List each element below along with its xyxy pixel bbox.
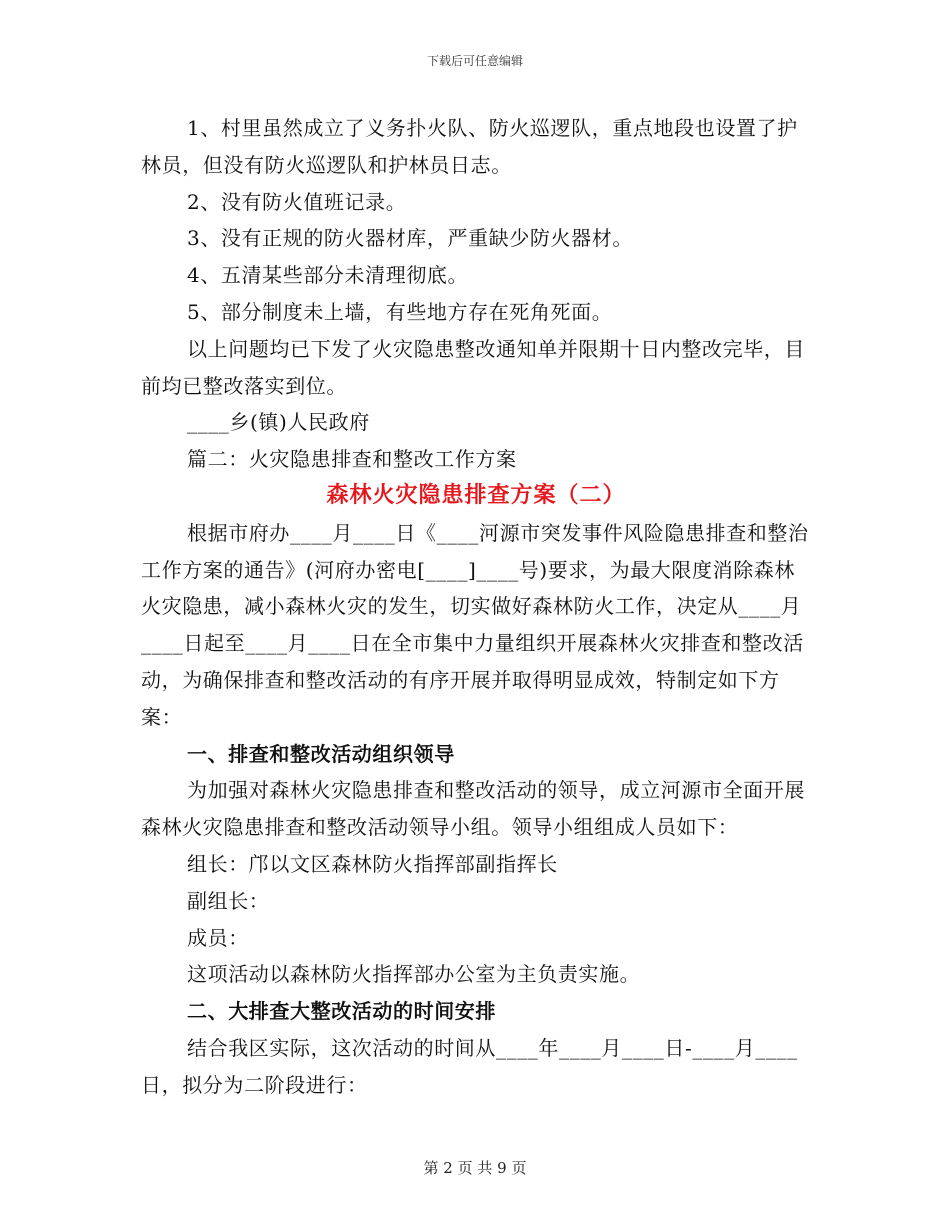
paragraph-item-3: 3、没有正规的防火器材库，严重缺少防火器材。 xyxy=(187,226,633,251)
section-label: 篇二：火灾隐患排查和整改工作方案 xyxy=(187,447,517,472)
paragraph-leader: 组长：邝以文区森林防火指挥部副指挥长 xyxy=(187,851,558,876)
paragraph-item-4: 4、五清某些部分未清理彻底。 xyxy=(187,263,469,288)
signature-line: ____乡(镇)人民政府 xyxy=(187,410,370,435)
paragraph-item-2: 2、没有防火值班记录。 xyxy=(187,189,407,214)
paragraph-item-5: 5、部分制度未上墙，有些地方存在死角死面。 xyxy=(187,299,613,324)
paragraph-responsibility: 这项活动以森林防火指挥部办公室为主负责实施。 xyxy=(187,962,641,987)
paragraph-summary: 以上问题均已下发了火灾隐患整改通知单并限期十日内整改完毕，目前均已整改落实到位。 xyxy=(141,336,805,398)
document-title: 森林火灾隐患排查方案（二） xyxy=(326,482,626,508)
paragraph-members: 成员： xyxy=(187,925,249,950)
heading-schedule: 二、大排查大整改活动的时间安排 xyxy=(187,999,496,1024)
paragraph-intro: 根据市府办____月____日《____河源市突发事件风险隐患排查和整治工作方案的通告》(河府办密电[____]____号)要求，为最大限度消除森林火灾隐患，减小森林火灾的发生，切实做好森林防火工作，决定从____月____日起至____月____日在全市集中力量组织开展森林火灾排查和整改活动，为确保排查和整改活动的有序开展并取得明显成效，特制定如下方案： xyxy=(141,520,809,729)
paragraph-deputy: 副组长： xyxy=(187,888,270,913)
document-body xyxy=(141,110,811,1104)
heading-organization: 一、排查和整改活动组织领导 xyxy=(187,741,455,766)
paragraph-item-1: 1、村里虽然成立了义务扑火队、防火巡逻队，重点地段也设置了护林员，但没有防火巡逻队和护林员日志。 xyxy=(141,116,798,177)
page-footer: 第 2 页 共 9 页 xyxy=(423,1159,527,1177)
paragraph-schedule: 结合我区实际，这次活动的时间从____年____月____日-____月____日，拟分为二阶段进行： xyxy=(141,1035,798,1097)
header-note: 下载后可任意编辑 xyxy=(426,54,523,68)
paragraph-leadership: 为加强对森林火灾隐患排查和整改活动的领导，成立河源市全面开展森林火灾隐患排查和整改活动领导小组。领导小组组成人员如下： xyxy=(141,778,805,840)
